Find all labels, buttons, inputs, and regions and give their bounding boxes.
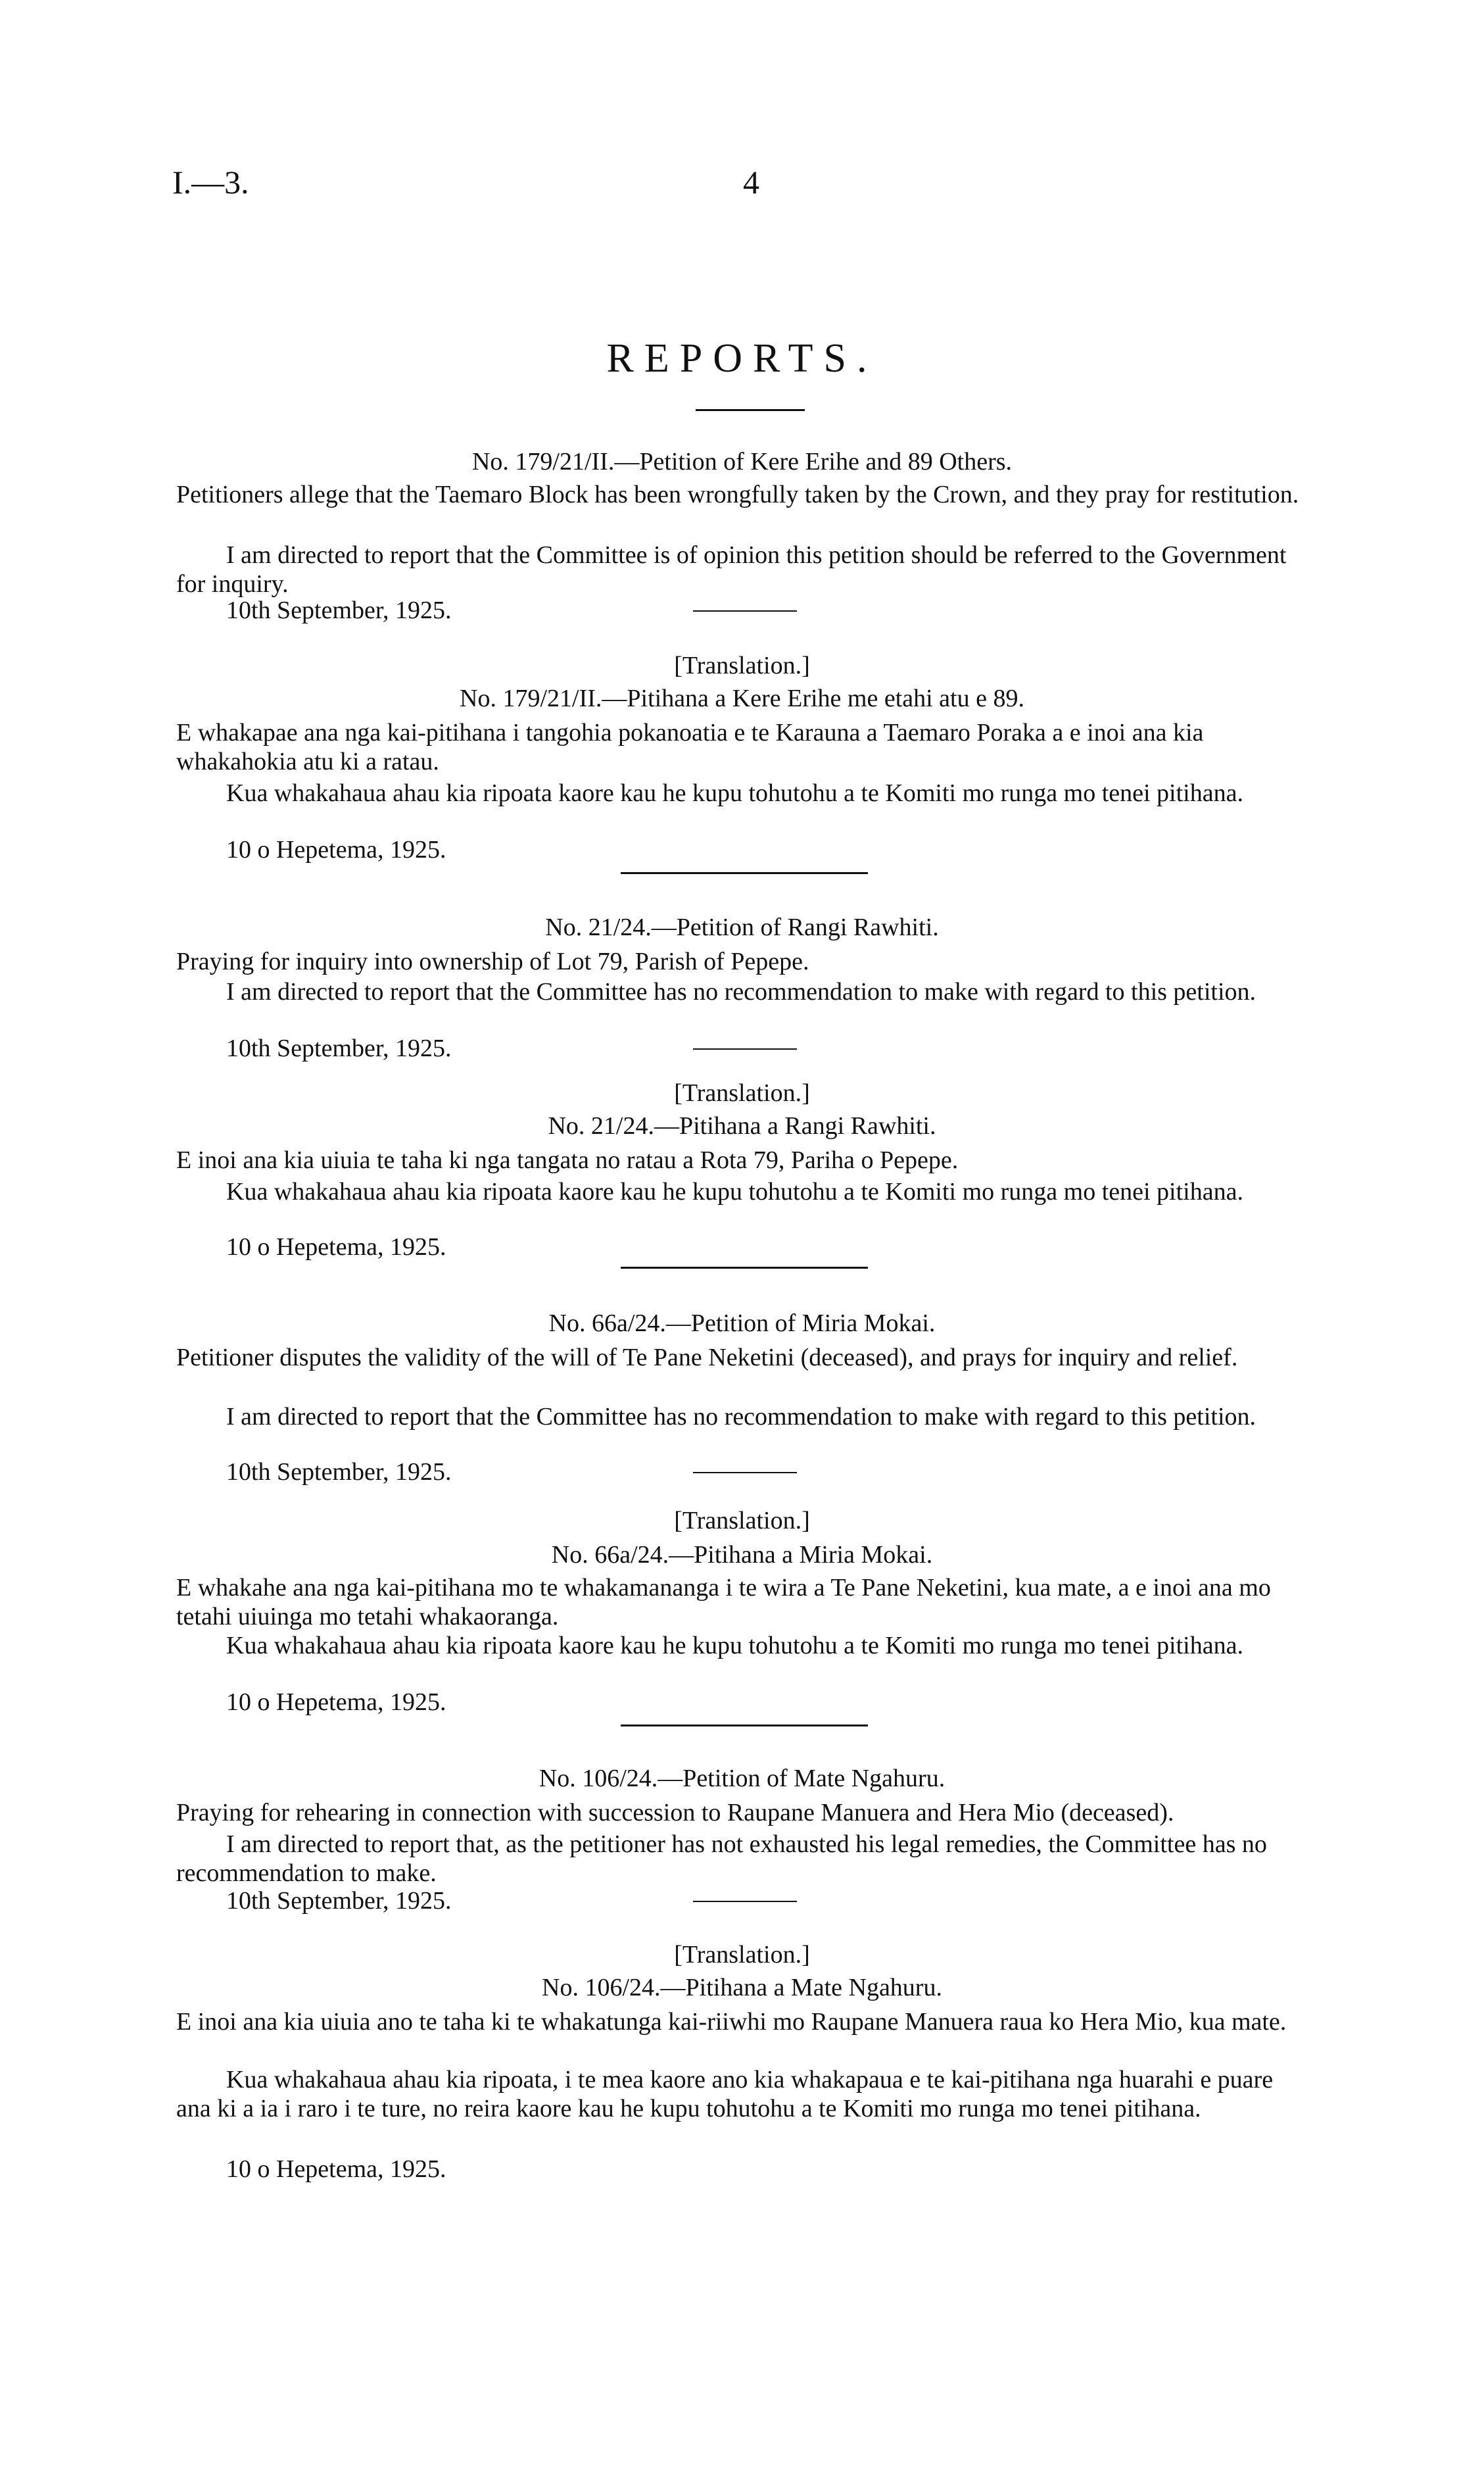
section-paragraph: Praying for inquiry into ownership of Lot 79, Parish of Pepepe. <box>176 948 809 975</box>
section-heading: No. 66a/24.—Pitihana a Miria Mokai. <box>551 1541 933 1569</box>
section-date: 10 o Hepetema, 1925. <box>226 1233 446 1261</box>
document-reference: I.—3. <box>172 164 249 201</box>
section-divider <box>621 1725 868 1726</box>
section-paragraph: I am directed to report that, as the petitioner has not exhausted his legal remedies, the Committee has no recommendation to make. <box>176 1830 1267 1887</box>
translation-label: [Translation.] <box>674 1941 810 1969</box>
section-date: 10 o Hepetema, 1925. <box>226 1688 446 1716</box>
section-date: 10 o Hepetema, 1925. <box>226 2155 446 2183</box>
section-date: 10 o Hepetema, 1925. <box>226 836 446 864</box>
section-paragraph: I am directed to report that the Committee has no recommendation to make with regard to this petition. <box>226 978 1257 1006</box>
section-date: 10th September, 1925. <box>226 1887 452 1915</box>
short-divider <box>693 610 797 612</box>
section-paragraph: E inoi ana kia uiuia ano te taha ki te whakatunga kai-riiwhi mo Raupane Manuera raua ko Hera Mio, kua mate. <box>176 2008 1287 2036</box>
section-paragraph: Petitioners allege that the Taemaro Block has been wrongfully taken by the Crown, and they pray for restitution. <box>176 481 1299 508</box>
translation-label: [Translation.] <box>674 1079 810 1107</box>
section-divider <box>621 1267 868 1269</box>
section-paragraph: Kua whakahaua ahau kia ripoata kaore kau he kupu tohutohu a te Komiti mo runga mo tenei pitihana. <box>226 1632 1243 1659</box>
section-heading: No. 179/21/II.—Pitihana a Kere Erihe me etahi atu e 89. <box>460 685 1024 712</box>
section-paragraph: Kua whakahaua ahau kia ripoata, i te mea kaore ano kia whakapaua e te kai-pitihana nga huarahi e puare ana ki a ia i raro i te ture, no reira kaore kau he kupu tohutohu a te Komiti mo runga mo tenei pitihana. <box>176 2066 1274 2122</box>
section-paragraph: E whakapae ana nga kai-pitihana i tangohia pokanoatia e te Karauna a Taemaro Poraka a e inoi ana kia whakahokia atu ki a ratau. <box>176 719 1204 775</box>
section-heading: No. 66a/24.—Petition of Miria Mokai. <box>548 1309 936 1337</box>
title-divider <box>696 409 805 411</box>
section-paragraph: Praying for rehearing in connection with succession to Raupane Manuera and Hera Mio (deceased). <box>176 1799 1174 1826</box>
section-paragraph: E whakahe ana nga kai-pitihana mo te whakamananga i te wira a Te Pane Neketini, kua mate, a e inoi ana mo tetahi uiuinga mo tetahi whakaoranga. <box>176 1574 1271 1630</box>
section-paragraph: E inoi ana kia uiuia te taha ki nga tangata no ratau a Rota 79, Pariha o Pepepe. <box>176 1146 959 1174</box>
translation-label: [Translation.] <box>674 652 810 679</box>
short-divider <box>693 1048 797 1050</box>
short-divider <box>693 1472 797 1473</box>
short-divider <box>693 1901 797 1902</box>
section-paragraph: I am directed to report that the Committee is of opinion this petition should be referred to the Government for inquiry. <box>176 541 1287 598</box>
section-heading: No. 106/24.—Pitihana a Mate Ngahuru. <box>542 1974 942 2001</box>
section-paragraph: Kua whakahaua ahau kia ripoata kaore kau he kupu tohutohu a te Komiti mo runga mo tenei pitihana. <box>226 779 1243 807</box>
section-paragraph: Kua whakahaua ahau kia ripoata kaore kau he kupu tohutohu a te Komiti mo runga mo tenei pitihana. <box>226 1178 1243 1206</box>
section-paragraph: I am directed to report that the Committee has no recommendation to make with regard to this petition. <box>226 1403 1257 1431</box>
section-heading: No. 179/21/II.—Petition of Kere Erihe and 89 Others. <box>471 448 1013 476</box>
section-date: 10th September, 1925. <box>226 597 452 624</box>
translation-label: [Translation.] <box>674 1507 810 1534</box>
section-paragraph: Petitioner disputes the validity of the will of Te Pane Neketini (deceased), and prays for inquiry and relief. <box>176 1344 1238 1371</box>
section-date: 10th September, 1925. <box>226 1458 452 1486</box>
section-date: 10th September, 1925. <box>226 1035 452 1062</box>
page-number: 4 <box>743 164 759 201</box>
section-heading: No. 106/24.—Petition of Mate Ngahuru. <box>539 1765 945 1792</box>
section-heading: No. 21/24.—Pitihana a Rangi Rawhiti. <box>548 1112 936 1140</box>
page-title: REPORTS. <box>606 336 878 381</box>
section-divider <box>621 872 868 874</box>
section-heading: No. 21/24.—Petition of Rangi Rawhiti. <box>545 914 939 941</box>
